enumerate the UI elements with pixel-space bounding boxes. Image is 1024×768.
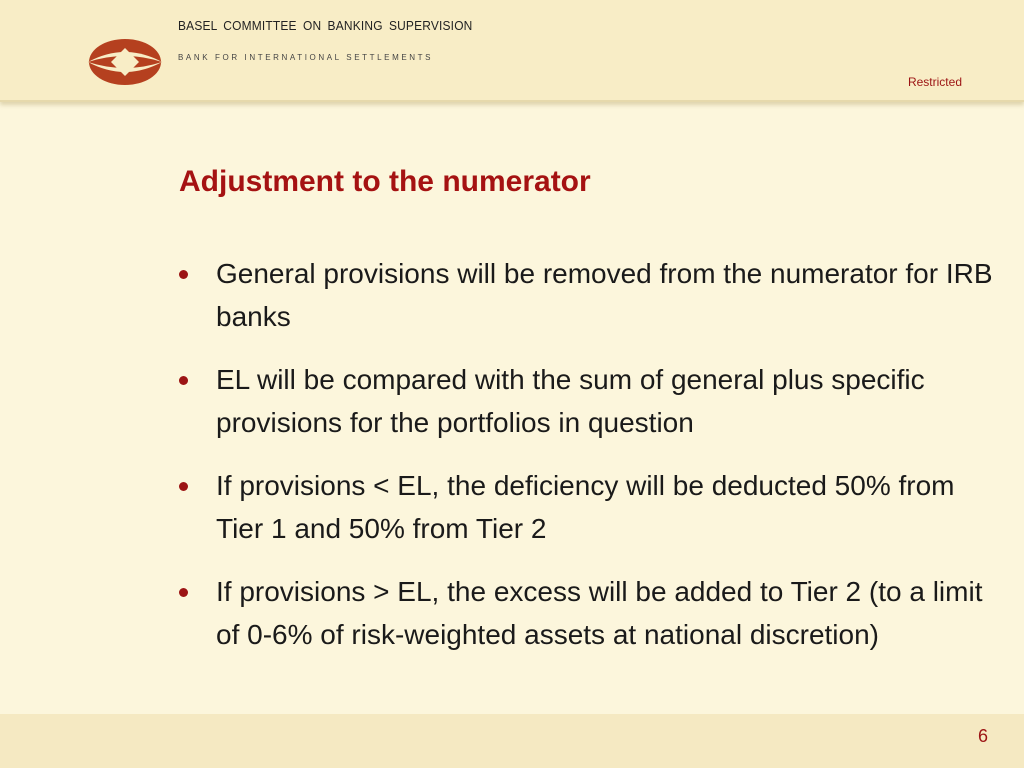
bullet-item: [178, 464, 1008, 550]
page-number: 6: [977, 726, 988, 746]
bullet-dot-icon: [179, 588, 188, 597]
bullet-dot-icon: [179, 482, 188, 491]
slide-header: [0, 0, 1024, 102]
bullet-list: [178, 252, 1008, 676]
bullet-text: EL will be compared with the sum of general plus specific provisions for the portfolios in question: [216, 364, 925, 438]
slide-title: Adjustment to the numerator: [179, 165, 591, 198]
bullet-item: [178, 570, 1008, 656]
bis-logo-icon: [88, 38, 162, 86]
bullet-item: [178, 252, 1008, 338]
bullet-dot-icon: [179, 270, 188, 279]
classification-label: Restricted: [907, 75, 962, 89]
slide-footer: [0, 714, 1024, 768]
org-subname: BANK FOR INTERNATIONAL SETTLEMENTS: [178, 53, 434, 62]
bullet-text: If provisions > EL, the excess will be added to Tier 2 (to a limit of 0-6% of risk-weighted assets at national discretion): [216, 576, 983, 650]
org-name: BASEL COMMITTEE ON BANKING SUPERVISION: [178, 18, 473, 33]
bullet-text: If provisions < EL, the deficiency will be deducted 50% from Tier 1 and 50% from Tier 2: [216, 470, 955, 544]
bullet-item: [178, 358, 1008, 444]
bullet-dot-icon: [179, 376, 188, 385]
bullet-text: General provisions will be removed from the numerator for IRB banks: [216, 258, 993, 332]
